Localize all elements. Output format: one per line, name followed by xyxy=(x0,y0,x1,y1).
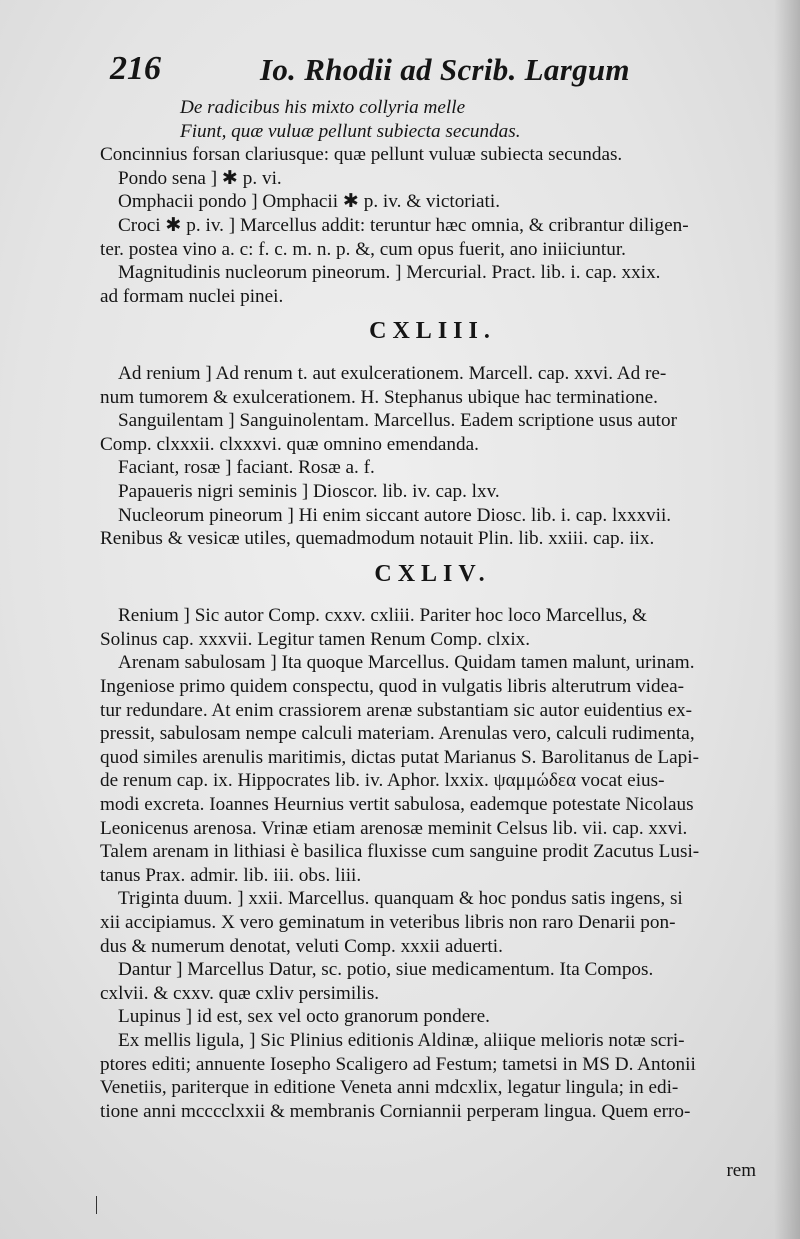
text-line: Ex mellis ligula, ] Sic Plinius editionis Aldinæ, aliique melioris notæ scri- xyxy=(118,1029,685,1051)
text-line: De radicibus his mixto collyria melle xyxy=(180,97,466,118)
text-line: dus & numerum denotat, veluti Comp. xxxii aduerti. xyxy=(100,935,503,957)
text-line: Pondo sena ] ✱ p. vi. xyxy=(118,167,282,189)
text-line: Faciant, rosæ ] faciant. Rosæ a. f. xyxy=(118,457,375,479)
text-line: Solinus cap. xxxvii. Legitur tamen Renum Comp. clxix. xyxy=(100,628,531,650)
text-line: ter. postea vino a. c: f. c. m. n. p. &, cum opus fuerit, ano iniiciuntur. xyxy=(100,238,626,260)
text-line: ad formam nuclei pinei. xyxy=(100,285,284,307)
body-text xyxy=(100,96,765,1123)
text-line: Croci ✱ p. iv. ] Marcellus addit: teruntur hæc omnia, & cribrantur diligen- xyxy=(118,214,689,236)
text-line: Leonicenus arenosa. Vrinæ etiam arenosæ meminit Celsus lib. vii. cap. xxvi. xyxy=(100,817,688,839)
text-line: Sanguilentam ] Sanguinolentam. Marcellus. Eadem scriptione usus autor xyxy=(118,410,677,432)
margin-mark xyxy=(96,1196,97,1214)
text-line: Lupinus ] id est, sex vel octo granorum pondere. xyxy=(118,1006,490,1028)
page-number: 216 xyxy=(110,50,161,87)
text-line: quod similes arenulis maritimis, dictas putat Marianus S. Barolitanus de Lapi- xyxy=(100,746,699,768)
text-line: cxlvii. & cxxv. quæ cxliv persimilis. xyxy=(100,982,380,1004)
text-line: Omphacii pondo ] Omphacii ✱ p. iv. & victoriati. xyxy=(118,191,500,213)
text-line: Venetiis, pariterque in editione Veneta anni mdcxlix, legatur lingula; in edi- xyxy=(100,1077,679,1099)
page-edge-shadow xyxy=(774,0,800,1239)
section-heading: CXLIII. xyxy=(369,320,496,344)
text-line: tione anni mcccclxxii & membranis Corniannii perperam lingua. Quem erro- xyxy=(100,1100,691,1122)
text-line: Fiunt, quæ vuluæ pellunt subiecta secundas. xyxy=(180,120,521,142)
page-header xyxy=(110,50,770,94)
text-line: Ingeniose primo quidem conspectu, quod in vulgatis libris alterutrum videa- xyxy=(100,676,685,698)
text-line: Concinnius forsan clariusque: quæ pellunt vuluæ subiecta secundas. xyxy=(100,144,623,166)
text-line: pressit, sabulosam nempe calculi materiam. Arenulas vero, calculi rudimenta, xyxy=(100,723,695,745)
text-line: Renibus & vesicæ utiles, quemadmodum notauit Plin. lib. xxiii. cap. iix. xyxy=(100,528,655,550)
running-title: Io. Rhodii ad Scrib. Largum xyxy=(260,52,630,87)
text-line: Talem arenam in lithiasi è basilica fluxisse cum sanguine prodit Zacutus Lusi- xyxy=(100,841,700,863)
catchword: rem xyxy=(726,1160,756,1181)
text-line: Ad renium ] Ad renum t. aut exulcerationem. Marcell. cap. xxvi. Ad re- xyxy=(118,362,667,384)
text-line: de renum cap. ix. Hippocrates lib. iv. Aphor. lxxix. ψαμμώδεα vocat eius- xyxy=(100,770,665,792)
text-line: modi excreta. Ioannes Heurnius vertit sabulosa, eademque potestate Nicolaus xyxy=(100,794,694,816)
text-line: Magnitudinis nucleorum pineorum. ] Mercurial. Pract. lib. i. cap. xxix. xyxy=(118,262,661,284)
text-line: ptores editi; annuente Iosepho Scaligero ad Festum; tametsi in MS D. Antonii xyxy=(100,1053,696,1075)
text-line: Arenam sabulosam ] Ita quoque Marcellus. Quidam tamen malunt, urinam. xyxy=(118,652,695,674)
text-line: Dantur ] Marcellus Datur, sc. potio, siue medicamentum. Ita Compos. xyxy=(118,959,654,981)
text-line: tanus Prax. admir. lib. iii. obs. liii. xyxy=(100,864,362,886)
text-line: tur redundare. At enim crassiorem arenæ substantiam sic autor euidentius ex- xyxy=(100,699,692,721)
text-line: Papaueris nigri seminis ] Dioscor. lib. iv. cap. lxv. xyxy=(118,480,500,502)
section-heading: CXLIV. xyxy=(374,562,491,587)
text-line: Renium ] Sic autor Comp. cxxv. cxliii. Pariter hoc loco Marcellus, & xyxy=(118,605,647,627)
text-line: num tumorem & exulcerationem. H. Stephanus ubique hac terminatione. xyxy=(100,386,658,408)
text-line: Comp. clxxxii. clxxxvi. quæ omnino emendanda. xyxy=(100,433,479,455)
text-line: xii accipiamus. X vero geminatum in veteribus libris non raro Denarii pon- xyxy=(100,912,676,933)
text-line: Nucleorum pineorum ] Hi enim siccant autore Diosc. lib. i. cap. lxxxvii. xyxy=(118,504,672,526)
text-line: Triginta duum. ] xxii. Marcellus. quanquam & hoc pondus satis ingens, si xyxy=(118,888,683,910)
